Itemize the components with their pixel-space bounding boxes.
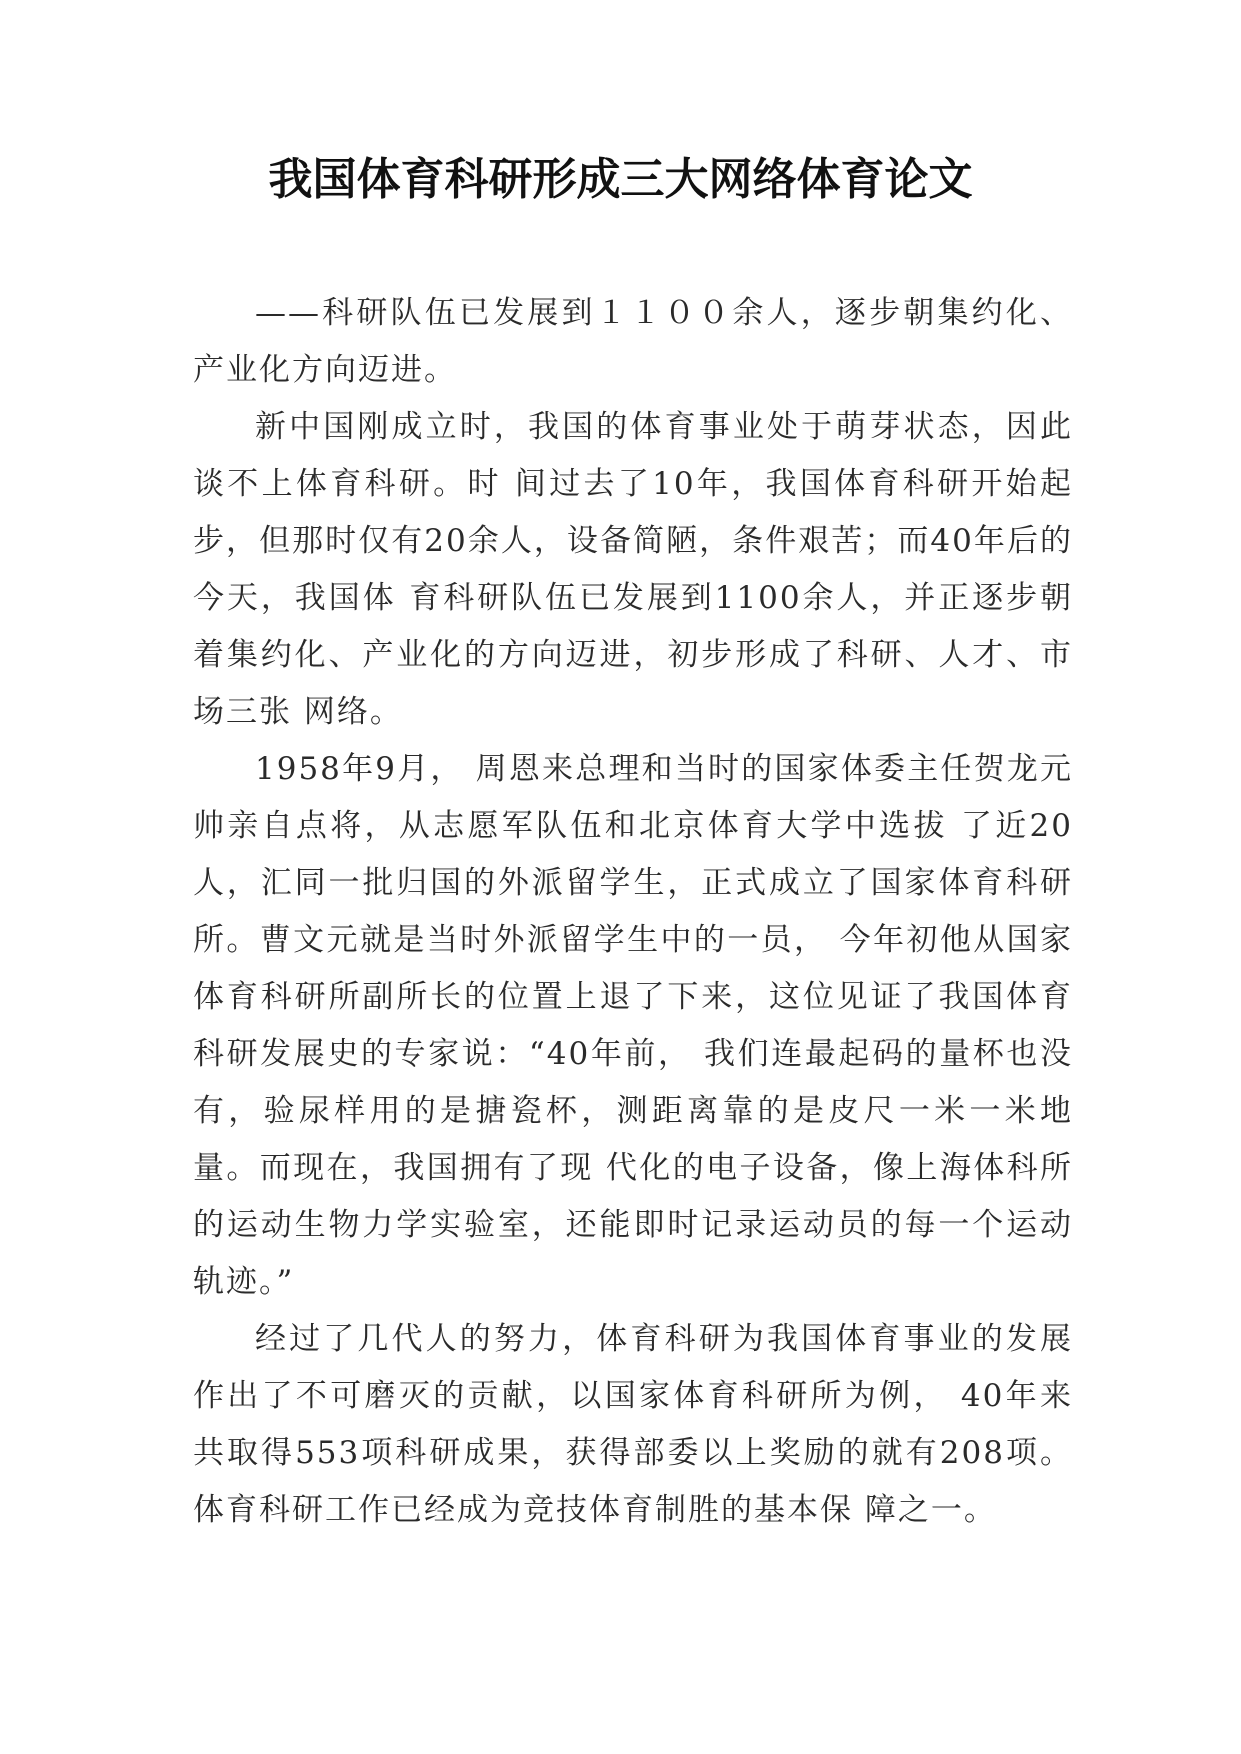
document-title: 我国体育科研形成三大网络体育论文	[268, 154, 973, 205]
paragraph-intro: 新中国刚成立时，我国的体育事业处于萌芽状态，因此谈不上体育科研。时 间过去了10年，我国体育科研开始起步，但那时仅有20余人，设备简陋，条件艰苦；而40年后的今天，我国体 育科研队伍已发展到1100余人，并正逐步朝着集约化、产业化的方向迈进，初步形成了科研、人才、市场三张 网络。	[193, 409, 1073, 730]
paragraph-history: 1958年9月， 周恩来总理和当时的国家体委主任贺龙元帅亲自点将，从志愿军队伍和北京体育大学中选拔 了近20人，汇同一批归国的外派留学生，正式成立了国家体育科研所。曹文元就是当时外派留学生中的一员， 今年初他从国家体育科研所副所长的位置上退了下来，这位见证了我国体育科研发展史的专家说：“40年前， 我们连最起码的量杯也没有，验尿样用的是搪瓷杯，测距离靠的是皮尺一米一米地量。而现在，我国拥有了现 代化的电子设备，像上海体科所的运动生物力学实验室，还能即时记录运动员的每一个运动轨迹。”	[193, 751, 1073, 1300]
paragraph-subtitle: ——科研队伍已发展到１１００余人，逐步朝集约化、产业化方向迈进。	[193, 295, 1073, 388]
document-body	[193, 285, 1073, 1539]
paragraph-achievements: 经过了几代人的努力，体育科研为我国体育事业的发展作出了不可磨灭的贡献，以国家体育科研所为例， 40年来共取得553项科研成果，获得部委以上奖励的就有208项。体育科研工作已经成为竞技体育制胜的基本保 障之一。	[193, 1321, 1073, 1528]
